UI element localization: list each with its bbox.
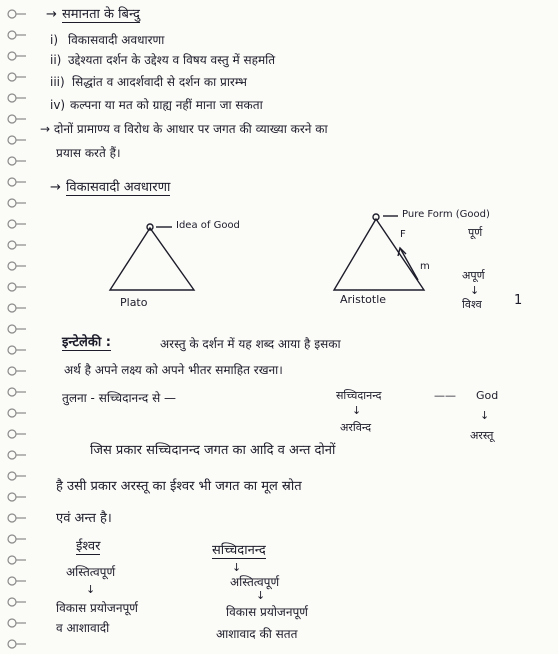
compare-left-arrow: ↓	[352, 404, 362, 417]
spiral-ring	[8, 31, 16, 39]
bottom-right-title: सच्चिदानन्द	[212, 543, 266, 558]
bottom-left-line1: अस्तित्वपूर्ण	[66, 565, 116, 579]
aristotle-apex-hindi: पूर्ण	[468, 226, 483, 239]
compare-left: सच्चिदानन्द	[336, 389, 382, 402]
aristotle-triangle	[334, 219, 424, 290]
entelechy-line2: अर्थ है अपने लक्ष्य को अपने भीतर समाहित रखना।	[64, 363, 283, 377]
spiral-ring	[8, 115, 16, 123]
spiral-ring	[8, 367, 16, 375]
spiral-ring	[8, 472, 16, 480]
aristotle-right-top: अपूर्ण	[462, 269, 485, 282]
compare-right-below: अरस्तू	[470, 429, 494, 442]
spiral-ring	[8, 262, 16, 270]
spiral-ring	[8, 598, 16, 606]
spiral-ring	[8, 304, 16, 312]
list-item-1: विकासवादी अवधारणा	[68, 33, 165, 47]
spiral-ring	[8, 136, 16, 144]
aristotle-side-arrow	[400, 248, 418, 280]
heading1-marker: →	[46, 7, 57, 22]
bottom-left-arrow: ↓	[86, 583, 96, 596]
para1-line2: प्रयास करते हैं।	[56, 146, 121, 160]
spiral-ring	[8, 619, 16, 627]
aristotle-side-m: m	[420, 261, 430, 272]
spiral-ring	[8, 283, 16, 291]
spiral-ring	[8, 73, 16, 81]
bottom-left-line2: विकास प्रयोजनपूर्ण	[56, 601, 138, 615]
aristotle-side-f: F	[400, 229, 406, 240]
spiral-ring	[8, 52, 16, 60]
bottom-right-arrow1: ↓	[232, 561, 242, 574]
compare-right-arrow: ↓	[480, 409, 490, 422]
spiral-ring	[8, 346, 16, 354]
para2-line3: एवं अन्त है।	[56, 511, 112, 526]
para2-line2: है उसी प्रकार अरस्तू का ईश्वर भी जगत का मूल स्रोत	[56, 479, 302, 494]
spiral-ring	[8, 94, 16, 102]
compare-dash: ——	[434, 389, 456, 402]
list-item-1-marker: i)	[50, 33, 59, 47]
aristotle-right-arrow: ↓	[470, 284, 480, 297]
aristotle-right-bottom: विश्व	[462, 298, 482, 311]
entelechy-line1: अरस्तु के दर्शन में यह शब्द आया है इसका	[160, 337, 341, 351]
bottom-left-title: ईश्वर	[76, 539, 101, 554]
spiral-ring	[8, 199, 16, 207]
entelechy-term: इन्टेलेकी :	[62, 335, 111, 350]
bottom-right-line2: विकास प्रयोजनपूर्ण	[226, 605, 308, 619]
spiral-ring	[8, 430, 16, 438]
heading1: समानता के बिन्दु	[62, 7, 140, 22]
compare-left-below: अरविन्द	[340, 421, 372, 434]
aristotle-apex-label: Pure Form (Good)	[402, 209, 490, 220]
spiral-ring	[8, 325, 16, 333]
list-item-2: उद्देश्यता दर्शन के उद्देश्य व विषय वस्तु में सहमति	[68, 53, 276, 67]
spiral-ring	[8, 556, 16, 564]
spiral-ring	[8, 640, 16, 648]
spiral-ring	[8, 577, 16, 585]
spiral-ring	[8, 220, 16, 228]
list-item-3-marker: iii)	[50, 75, 65, 89]
plato-apex-label: Idea of Good	[176, 220, 240, 231]
spiral-ring	[8, 388, 16, 396]
spiral-ring	[8, 178, 16, 186]
list-item-3: सिद्धांत व आदर्शवादी से दर्शन का प्रारम्भ	[72, 75, 247, 89]
spiral-ring	[8, 157, 16, 165]
aristotle-base-label: Aristotle	[340, 293, 387, 306]
list-item-4: कल्पना या मत को ग्राह्य नहीं माना जा सकता	[70, 98, 263, 112]
para1-line1: → दोनों प्रामाण्य व विरोध के आधार पर जगत की व्याख्या करने का	[40, 122, 328, 136]
spiral-ring	[8, 493, 16, 501]
para2-line1: जिस प्रकार सच्चिदानन्द जगत का आदि व अन्त दोनों	[90, 443, 336, 458]
bottom-right-line3: आशावाद की सतत	[216, 627, 298, 641]
bottom-right-line1: अस्तित्वपूर्ण	[230, 575, 280, 589]
compare-right: God	[476, 389, 499, 402]
spiral-ring	[8, 409, 16, 417]
bottom-right-arrow2: ↓	[256, 589, 266, 602]
spiral-ring	[8, 241, 16, 249]
aristotle-side-arrowhead	[398, 248, 406, 256]
aristotle-apex-circle	[373, 214, 379, 220]
spiral-ring	[8, 10, 16, 18]
spiral-ring	[8, 535, 16, 543]
spiral-binding	[0, 0, 40, 654]
heading2: विकासवादी अवधारणा	[66, 180, 171, 195]
heading2-marker: →	[50, 180, 61, 195]
compare-label: तुलना - सच्चिदानन्द से —	[62, 391, 177, 405]
plato-triangle	[110, 228, 194, 290]
list-item-2-marker: ii)	[50, 53, 62, 67]
spiral-ring	[8, 514, 16, 522]
bottom-left-line3: व आशावादी	[56, 621, 110, 635]
spiral-ring	[8, 451, 16, 459]
plato-apex-circle	[147, 224, 153, 230]
plato-base-label: Plato	[120, 296, 148, 309]
page-number: 1	[514, 293, 523, 308]
list-item-4-marker: iv)	[50, 98, 66, 112]
